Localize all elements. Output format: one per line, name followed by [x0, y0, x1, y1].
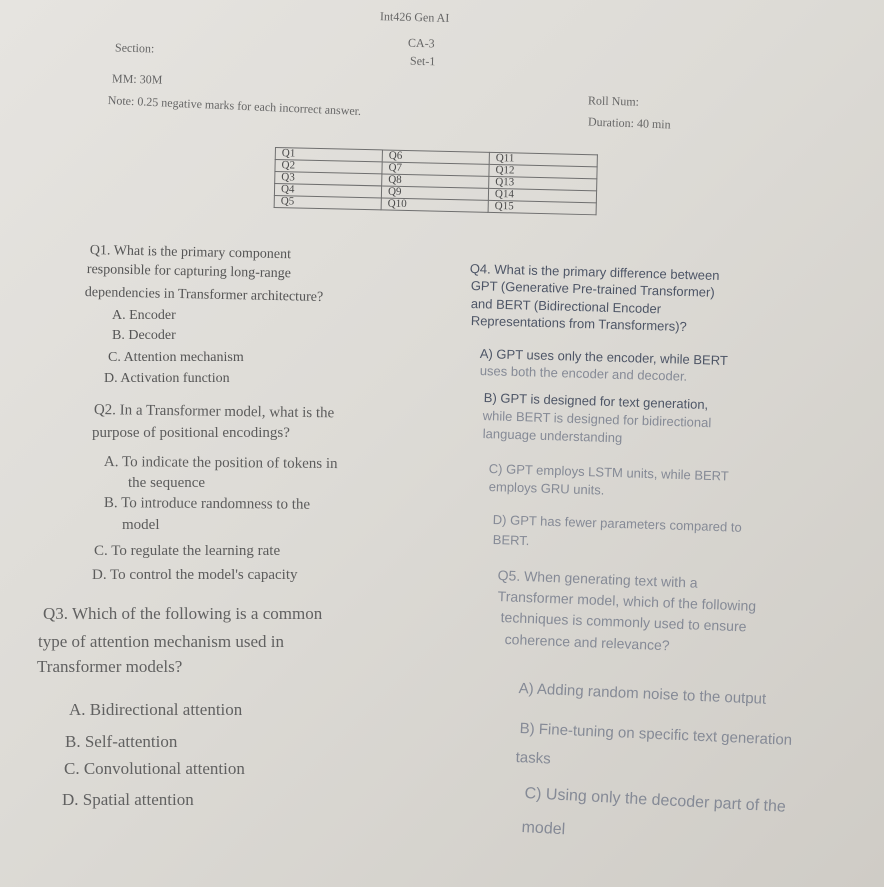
q3-option-c: C. Convolutional attention [64, 759, 245, 778]
q2-line2: purpose of positional encodings? [92, 425, 290, 441]
duration-label: Duration: 40 min [587, 114, 671, 132]
q4-option-c-line1: C) GPT employs LSTM units, while BERT [488, 461, 730, 484]
q5-line1: Q5. When generating text with a [497, 567, 698, 591]
q3-line1: Q3. Which of the following is a common [43, 604, 323, 623]
answer-grid-cell: Q2 [275, 160, 382, 174]
q2-option-d: D. To control the model's capacity [92, 567, 298, 583]
answer-grid-cell: Q8 [382, 174, 489, 188]
answer-grid-cell: Q15 [488, 200, 596, 214]
q3-option-d: D. Spatial attention [62, 790, 194, 809]
q1-line2: responsible for capturing long-range [86, 262, 292, 282]
answer-grid-cell: Q5 [274, 195, 381, 209]
answer-grid-cell: Q6 [382, 150, 489, 164]
answer-grid-cell: Q12 [489, 164, 597, 178]
answer-grid-cell: Q1 [275, 148, 382, 162]
q3-line3: Transformer models? [37, 657, 183, 676]
q4-option-a-line1: A) GPT uses only the encoder, while BERT [479, 346, 729, 368]
q1-line1: Q1. What is the primary component [89, 243, 292, 263]
q5-option-c-line1: C) Using only the decoder part of the [524, 785, 787, 816]
course-title: Int426 Gen AI [379, 9, 450, 25]
q4-line3: and BERT (Bidirectional Encoder [470, 296, 662, 317]
q2-option-a-line2: the sequence [128, 475, 206, 491]
answer-grid-cell: Q13 [489, 176, 597, 190]
q4-option-c-line2: employs GRU units. [488, 479, 605, 498]
q1-option-c: C. Attention mechanism [108, 350, 244, 365]
q4-line2: GPT (Generative Pre-trained Transformer) [470, 278, 715, 300]
q3-option-b: B. Self-attention [65, 732, 178, 751]
roll-number-label: Roll Num: [587, 93, 640, 109]
q4-option-b-line1: B) GPT is designed for text generation, [483, 390, 709, 413]
q4-option-d-line1: D) GPT has fewer parameters compared to [492, 512, 742, 535]
q4-option-a-line2: uses both the encoder and decoder. [479, 363, 688, 384]
section-label: Section: [114, 40, 155, 56]
q1-option-d: D. Activation function [104, 371, 230, 386]
q1-line3: dependencies in Transformer architecture? [84, 285, 324, 305]
q5-option-b-line2: tasks [515, 749, 552, 768]
answer-grid-cell: Q11 [489, 152, 597, 166]
q3-option-a: A. Bidirectional attention [69, 700, 243, 719]
q4-option-b-line3: language understanding [482, 426, 623, 446]
q5-line2: Transformer model, which of the following [497, 588, 757, 614]
q1-option-a: A. Encoder [112, 308, 176, 323]
answer-grid [274, 147, 598, 215]
q4-option-b-line2: while BERT is designed for bidirectional [482, 408, 712, 431]
q5-option-b-line1: B) Fine-tuning on specific text generation [519, 720, 793, 749]
q3-line2: type of attention mechanism used in [38, 632, 284, 651]
q4-line1: Q4. What is the primary difference between [469, 261, 720, 283]
q4-line4: Representations from Transformers)? [470, 313, 687, 335]
answer-grid-cell: Q14 [488, 188, 596, 202]
exam-code: CA-3 [407, 35, 435, 51]
answer-grid-cell: Q9 [381, 186, 488, 200]
q5-line4: coherence and relevance? [504, 631, 670, 654]
answer-grid-cell: Q10 [381, 198, 488, 212]
q2-line1: Q2. In a Transformer model, what is the [93, 402, 335, 422]
answer-grid-cell: Q7 [382, 162, 489, 176]
q4-option-d-line2: BERT. [492, 532, 530, 549]
q2-option-b-line2: model [122, 517, 160, 533]
answer-grid-cell: Q4 [274, 184, 381, 198]
q2-option-b-line1: B. To introduce randomness to the [103, 495, 311, 513]
answer-grid-cell: Q3 [275, 172, 382, 186]
set-number: Set-1 [409, 53, 436, 69]
max-marks: MM: 30M [111, 71, 163, 87]
q1-option-b: B. Decoder [112, 328, 176, 343]
q5-line3: techniques is commonly used to ensure [500, 609, 747, 635]
q2-option-c: C. To regulate the learning rate [94, 543, 281, 559]
negative-marks-note: Note: 0.25 negative marks for each incorrect answer. [107, 93, 362, 119]
q2-option-a-line1: A. To indicate the position of tokens in [103, 454, 338, 473]
q5-option-c-line2: model [521, 819, 566, 839]
q5-option-a: A) Adding random noise to the output [518, 680, 767, 708]
